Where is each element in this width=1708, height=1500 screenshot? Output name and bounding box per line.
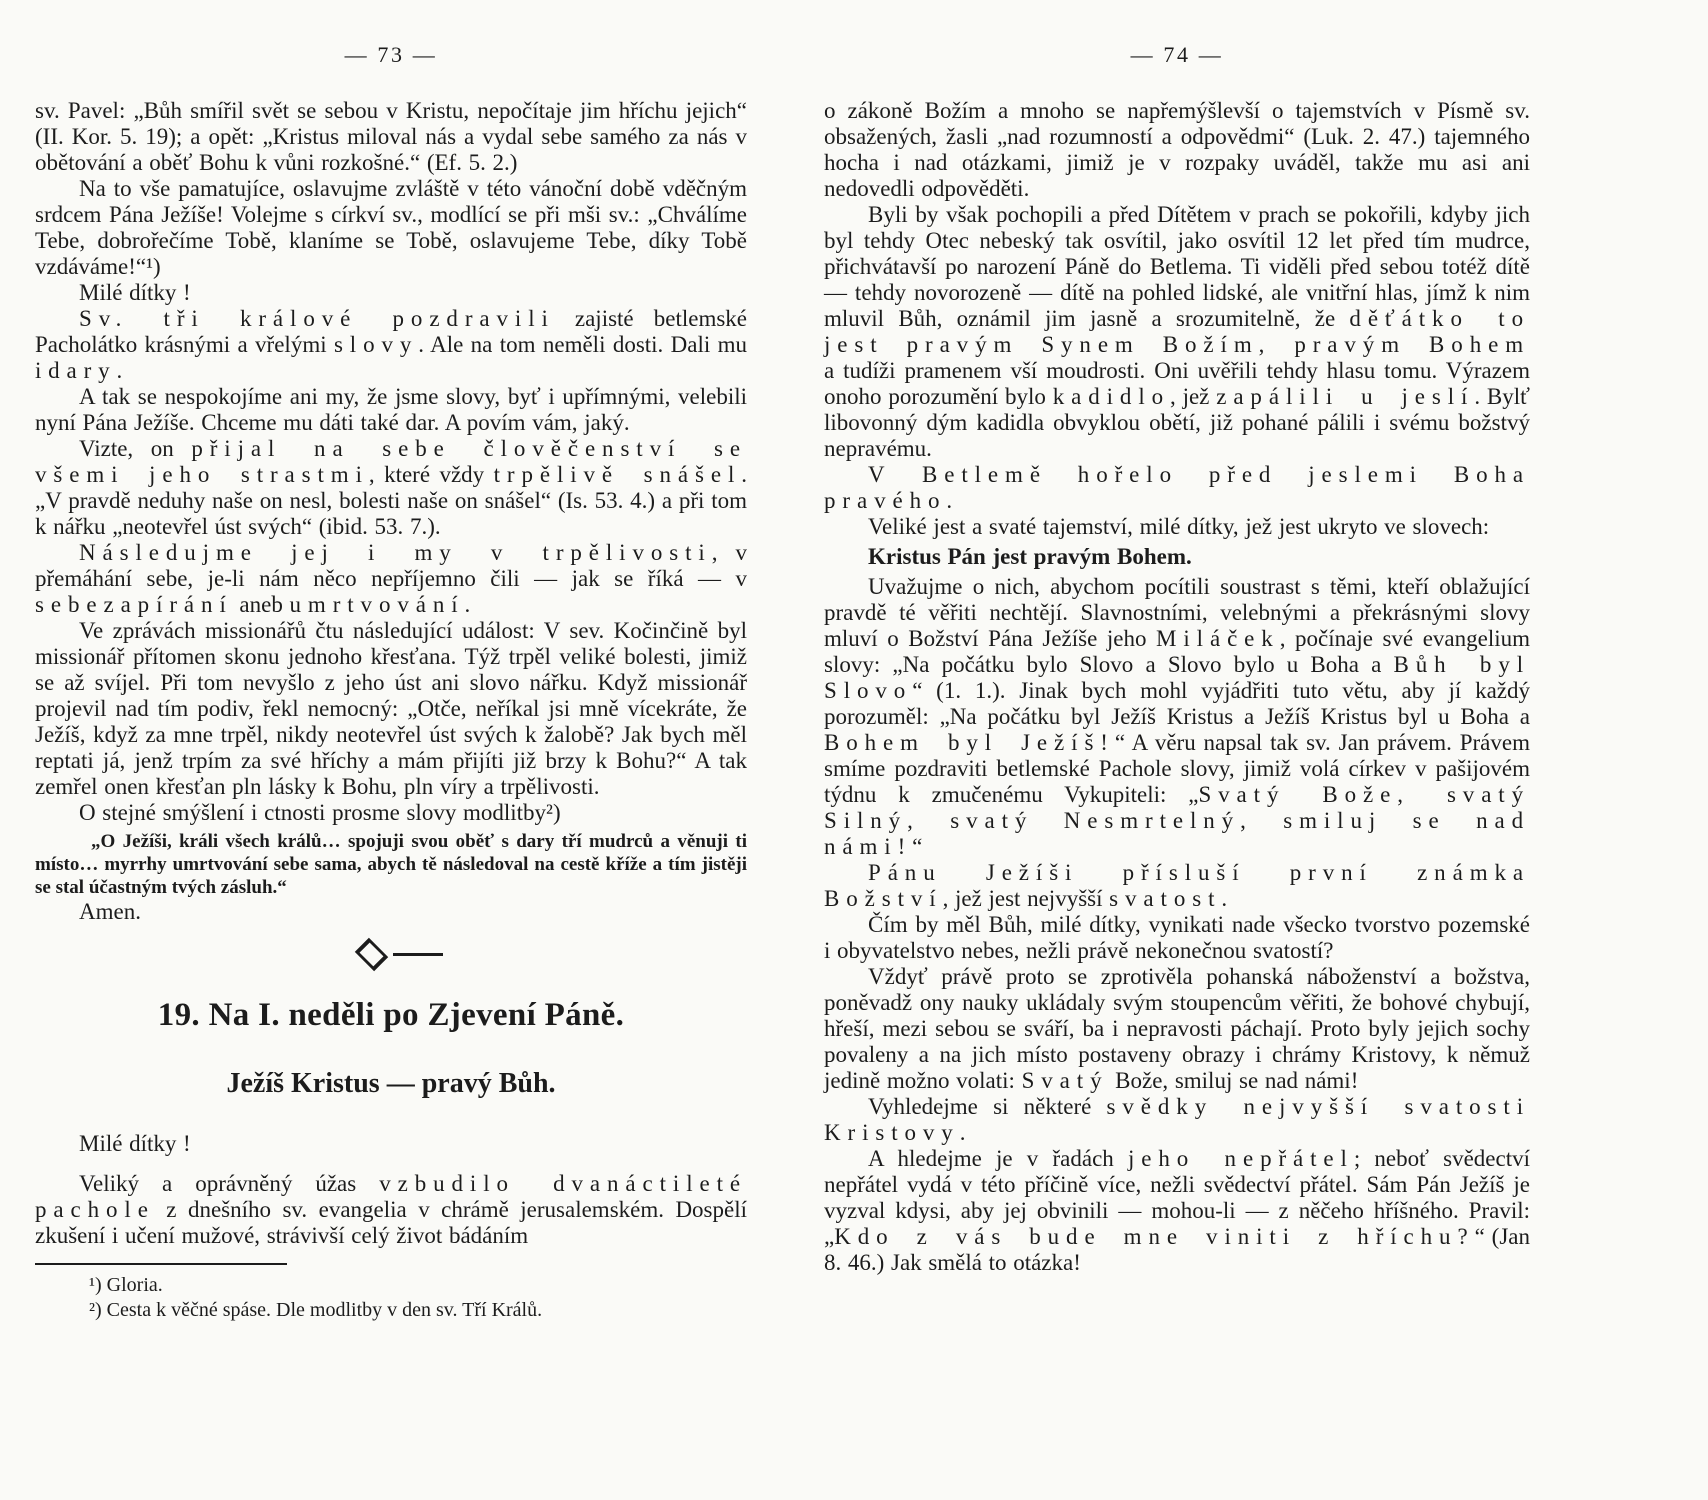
divider (35, 939, 747, 973)
text-run: A tak se nespokojíme ani my, že jsme slovy, byť i upřímnými, velebili nyní Pána Ježíše. Chceme mu dáti také dar. A povím vám, jaký. (35, 384, 747, 435)
emphasized-run: Bůh byl Slovo (824, 652, 1531, 703)
paragraph (35, 176, 747, 280)
text-run: “ (912, 834, 923, 859)
text-run: aneb (232, 592, 290, 617)
text-run: ¹) Gloria. (89, 1274, 163, 1296)
emphasized-run: zapálili u jeslí (1216, 384, 1475, 409)
text-run: Veliký a oprávněný úžas (79, 1171, 380, 1196)
paragraph (824, 1146, 1530, 1276)
text-run: o zákoně Božím a mnoho se napřemýšlevší o tajemstvích v Písmě sv. obsažených, žasli „nad rozumností a odpovědmi“ (Luk. 2. 47.) tajemného hocha i nad otázkami, jimiž je v rozpaky uváděl, takže mu asi ani nedovedli odpověděti. (824, 98, 1530, 201)
text-run: A hledejme je v řadách (868, 1146, 1128, 1171)
text-run: z dnešního sv. evangelia v chrámě jerusalemském. Dospělí zkušení i učení mužové, strávivší celý život bádáním (35, 1197, 747, 1248)
text-run: Milé dítky ! (79, 1131, 191, 1156)
text-run: “ (Jan 8. 46.) Jak smělá to otázka! (824, 1224, 1530, 1275)
paragraph (824, 98, 1530, 202)
text-run: Ve zprávách missionářů čtu následující událost: V sev. Kočinčině byl missionář přítomen skonu jednoho křesťana. Týž trpěl veliké bolesti, jimiž se až svíjel. Při tom nevyšlo z jeho úst ani slovo nářku. Když missionář projevil nad tím podiv, řekl nemocný: „Otče, neříkal jsi mně vícekráte, že Ježíš, když za mne trpěl, nikdy neotevřel úst svých k žalobě? Jak bych měl reptati já, jenž trpím za své hříchy a mám přijíti již brzy k Bohu?“ A tak zemřel onen křesťan pln lásky k Bohu, pln víry a trpělivosti. (35, 618, 747, 799)
prayer-quote (35, 830, 747, 899)
emphasized-run: kadidlo (1052, 384, 1171, 409)
text-run: , jež (1170, 384, 1217, 409)
paragraph (824, 912, 1530, 964)
text-run: Amen. (79, 899, 141, 924)
text-run: a tudíži pramenem vší moudrosti. Oni uvěřili tehdy hlasu tomu. Výrazem onoho porozumění bylo (824, 358, 1530, 409)
paragraph (824, 462, 1530, 514)
paragraph (35, 1171, 747, 1249)
text-run: zajisté betlemské Pacholátko krásnými a vřelými (35, 306, 747, 357)
emphasized-run: sebezapírání (35, 592, 233, 617)
text-run: Milé dítky ! (79, 280, 191, 305)
emphasized-run: jeho nepřátel (1127, 1146, 1354, 1171)
section-subheading (35, 1067, 747, 1101)
paragraph (35, 618, 747, 800)
emphasized-run: svatost (1109, 886, 1222, 911)
emphasized-run: vzbudilo dvanáctileté pachole (35, 1171, 747, 1222)
greeting (35, 280, 747, 306)
emphasized-run: Pánu Ježíši přísluší první známka Božství (824, 860, 1530, 911)
paragraph (824, 860, 1530, 912)
emphasized-run: Svatý (1021, 1068, 1109, 1093)
paragraph (35, 436, 747, 540)
page-number-left: — 73 — (344, 42, 438, 67)
text-run: Veliké jest a svaté tajemství, milé dítky, jež jest ukryto ve slovech: (868, 514, 1490, 539)
section-heading (35, 995, 747, 1035)
text-run: 19. Na I. neděli po Zjevení Páně. (157, 997, 625, 1033)
text-run: Čím by měl Bůh, milé dítky, vynikati nade všecko tvorstvo pozemské i obyvatelstvo nebes, nežli právě nekonečnou svatostí? (824, 912, 1530, 963)
emphasized-run: Svatý Bože, svatý Silný, svatý Nesmrtelný, smiluj se nad námi! (824, 782, 1530, 859)
text-run: Kristus Pán jest pravým Bohem. (868, 544, 1192, 569)
paragraph (35, 98, 747, 176)
emphasized-run: děťátko to jest pravým Synem Božím, pravým Bohem (824, 306, 1530, 357)
text-run: Ježíš Kristus — pravý Bůh. (226, 1068, 556, 1099)
emphasized-run: Bohem byl Ježíš! (824, 730, 1115, 755)
paragraph (824, 964, 1530, 1094)
text-run: Vyhledejme si některé (868, 1094, 1107, 1119)
text-run: . (1221, 886, 1228, 911)
page-content-right (824, 98, 1530, 1276)
page-content-left (35, 98, 747, 1323)
text-run: “ A věru napsal tak sv. Jan právem. Právem smíme pozdraviti betlemské Pachole slovy, jimiž volá církev v pašijovém týdnu k zmučenému Vykupiteli: „ (824, 730, 1530, 807)
emphasized-run: V Betlemě hořelo před jeslemi Boha pravého. (824, 462, 1530, 513)
text-run: O stejné smýšlení i ctnosti prosme slovy modlitby²) (79, 800, 561, 825)
text-run: ; neboť svědectví nepřátel vydá v této příčině více, nežli svědectví přátel. Sám Pán Ježíš je vyzval kdysi, aby jej obvinili — mohou-li — z něčeho hříšného. Pravil: „ (824, 1146, 1530, 1249)
paragraph (35, 800, 747, 826)
text-run: . (116, 358, 123, 383)
paragraph (35, 306, 747, 384)
footnote-2 (35, 1298, 747, 1323)
text-run: Vizte, on (79, 436, 192, 461)
text-run: Uvažujme o nich, abychom pocítili soustrast s těmi, kteří oblažující pravdě té věřiti nechtějí. Slavnostními, velebnými a překrásnými slovy mluví o Božství Pána Ježíše jeho (824, 574, 1530, 651)
text-run: Vždyť právě proto se zprotivěla pohanská náboženství a božstva, poněvadž ony nauky ukládaly svým stoupencům věřiti, že bohové chybují, hřeší, mezi sebou se sváří, ba i nepravosti páchají. Proto byly jejich sochy povaleny a na jich místo postaveny obrazy i chrámy Kristovy, k němuž jedině možno volati: (824, 964, 1530, 1093)
inline-heading (824, 544, 1530, 570)
text-run: Bože, smiluj se nad námi! (1108, 1068, 1359, 1093)
paragraph (824, 1094, 1530, 1146)
emphasized-run: svědky nejvyšší svatosti Kristovy (824, 1094, 1530, 1145)
paragraph (35, 540, 747, 618)
emphasized-run: Následujme jej i my v trpělivosti (79, 540, 712, 565)
text-run: , jež jest nejvyšší (942, 886, 1110, 911)
amen (35, 899, 747, 925)
emphasized-run: Sv. tři králové pozdravili (79, 306, 555, 331)
text-run: , počínaje své evangelium slovy: „Na počátku bylo Slovo a Slovo bylo u Boha a (824, 626, 1530, 677)
emphasized-run: Kdo z vás bude mne viniti z hříchu? (834, 1224, 1475, 1249)
footnote-1 (35, 1273, 747, 1298)
text-run: . (464, 592, 471, 617)
paragraph (824, 514, 1530, 540)
text-run: “ (1. 1.). Jinak bych mohl vyjádřiti tuto větu, aby jí každý porozuměl: „Na počátku byl Ježíš Kristus a Ježíš Kristus byl u Boha a (824, 678, 1530, 729)
text-run: ²) Cesta k věčné spáse. Dle modlitby v den sv. Tří Králů. (89, 1299, 543, 1321)
text-run: , v přemáhání sebe, je-li nám něco nepříjemno čili — jak se říká — v (35, 540, 747, 591)
emphasized-run: slovy (333, 332, 419, 357)
text-run: . (959, 1120, 966, 1145)
emphasized-run: umrtvování (289, 592, 465, 617)
text-run: . Ale na tom neměli dosti. Dali mu i (35, 332, 747, 383)
greeting (35, 1131, 747, 1157)
footnote-rule (35, 1263, 287, 1265)
emphasized-run: Miláček (1156, 626, 1280, 651)
diamond-dash-ornament-icon (335, 939, 447, 969)
text-run: Byli by však pochopili a před Dítětem v prach se pokořili, kdyby jich byl tehdy Otec nebeský tak osvítil, jako osvítil 12 let před tím mudrce, přichvátavší po narození Páně do Betlema. Ti viděli před sebou totéž dítě — tehdy novorozeně — dítě na pohled lidské, ale vnitřní hlas, jímž k nim mluvil Bůh, oznámil jim jasně a srozumitelně, že (824, 202, 1530, 331)
page-74 (824, 0, 1530, 1276)
text-run: . Bylť libovonný dým kadidla obvyklou obětí, již pohané pálili i svému božstvý nepravému. (824, 384, 1530, 461)
paragraph (824, 202, 1530, 462)
text-run: Na to vše pamatujíce, oslavujme zvláště v této vánoční době vděčným srdcem Pána Ježíše! Volejme s církví sv., modlící se při mši sv.: „Chválíme Tebe, dobrořečíme Tobě, klaníme se Tobě, oslavujeme Tebe, díky Tobě vzdáváme!“¹) (35, 176, 747, 279)
text-run: . „V pravdě neduhy naše on nesl, bolesti naše on snášel“ (Is. 53. 4.) a při tom k nářku „neotevřel úst svých“ (ibid. 53. 7.). (35, 462, 748, 539)
text-run: „O Ježíši, králi všech králů… spojuji svou oběť s dary tří mudrců a věnuji ti místo… myrrhy umrtvování sebe sama, abych tě následoval na cestě kříže a tím jistěji se stal účastným tvých zásluh.“ (35, 831, 747, 898)
emphasized-run: trpělivě snášel (493, 462, 742, 487)
paragraph (35, 384, 747, 436)
page-73 (35, 0, 747, 1323)
page-number-right: — 74 — (1130, 42, 1224, 67)
emphasized-run: přijal na sebe člověčenství se všemi jeho strastmi (35, 436, 747, 487)
paragraph (824, 574, 1530, 860)
text-run: , které vždy (368, 462, 494, 487)
emphasized-run: dary (48, 358, 117, 383)
text-run: sv. Pavel: „Bůh smířil svět se sebou v Kristu, nepočítaje jim hříchu jejich“ (II. Kor. 5. 19); a opět: „Kristus miloval nás a vydal sebe samého za nás v obětování a oběť Bohu k vůni rozkošné.“ (Ef. 5. 2.) (35, 98, 747, 175)
